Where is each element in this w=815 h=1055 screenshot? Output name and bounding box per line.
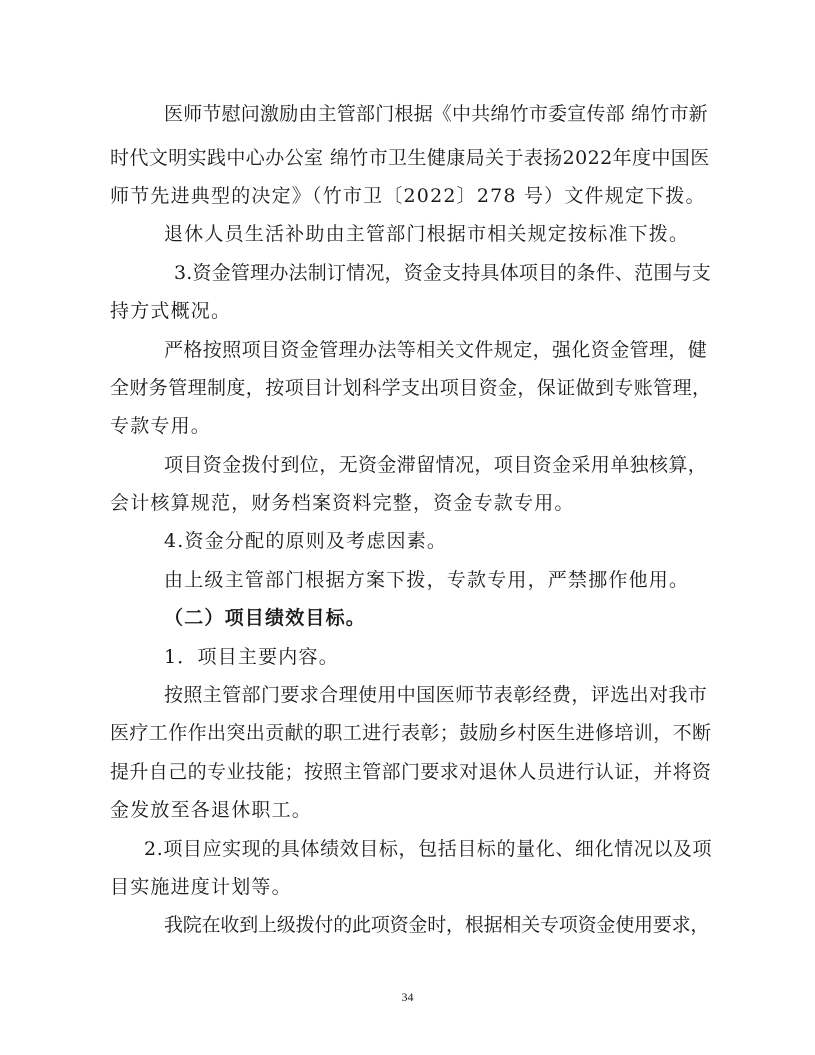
text-line: 由上级主管部门根据方案下拨，专款专用，严禁挪作他用。 — [164, 569, 690, 591]
text-line: 按照主管部门要求合理使用中国医师节表彰经费，评选出对我市 — [164, 684, 708, 706]
text-line: 严格按照项目资金管理办法等相关文件规定，强化资金管理，健 — [164, 339, 708, 361]
text-line: 1．项目主要内容。 — [164, 646, 339, 668]
text-line: 师节先进典型的决定》（竹市卫〔2022〕278 号）文件规定下拨。 — [110, 185, 706, 207]
page-number: 34 — [401, 990, 414, 1004]
text-line: 项目资金拨付到位，无资金滞留情况，项目资金采用单独核算， — [164, 454, 708, 476]
text-line: 提升自己的专业技能；按照主管部门要求对退休人员进行认证，并将资 — [110, 761, 712, 783]
text-line: 3.资金管理办法制订情况，资金支持具体项目的条件、范围与支 — [174, 262, 711, 284]
text-line: 全财务管理制度，按项目计划科学支出项目资金，保证做到专账管理， — [110, 377, 712, 399]
text-line: 4.资金分配的原则及考虑因素。 — [164, 530, 448, 552]
text-line: 医师节慰问激励由主管部门根据《中共绵竹市委宣传部 绵竹市新 — [164, 103, 708, 125]
text-line: 目实施进度计划等。 — [110, 876, 292, 898]
text-line: 医疗工作作出突出贡献的职工进行表彰；鼓励乡村医生进修培训，不断 — [110, 722, 712, 744]
text-line: 2.项目应实现的具体绩效目标，包括目标的量化、细化情况以及项 — [144, 838, 713, 860]
text-line: 持方式概况。 — [110, 300, 232, 322]
text-line: 专款专用。 — [110, 415, 212, 437]
text-line: 金发放至各退休职工。 — [110, 799, 313, 821]
section-heading: （二）项目绩效目标。 — [164, 607, 367, 629]
text-line: 我院在收到上级拨付的此项资金时，根据相关专项资金使用要求， — [164, 914, 710, 936]
text-line: 时代文明实践中心办公室 绵竹市卫生健康局关于表扬2022年度中国医 — [110, 147, 710, 169]
text-line: 退休人员生活补助由主管部门根据市相关规定按标准下拨。 — [164, 223, 690, 245]
text-line: 会计核算规范，财务档案资料完整，资金专款专用。 — [110, 492, 575, 514]
